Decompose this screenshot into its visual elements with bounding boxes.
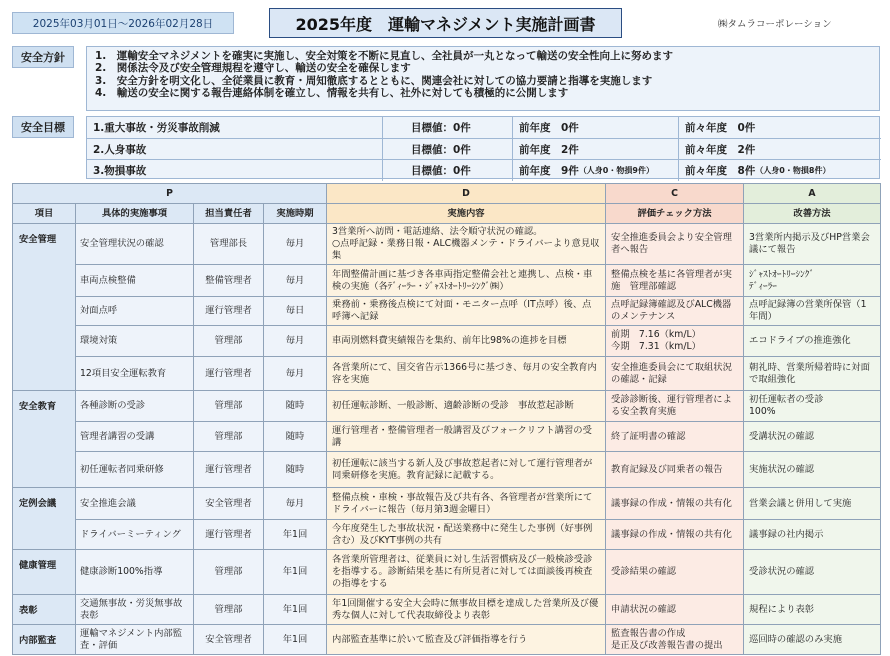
measure-cell: 運輸マネジメント内部監査・評価 [76,625,194,655]
col-improve: 改善方法 [744,204,881,224]
check-cell: 受診診断後、運行管理者による安全教育実施 [606,391,744,422]
owner-cell: 管理部 [194,326,264,357]
goal-prev2: 前々年度 0件 [685,122,756,134]
measure-cell: 各種診断の受診 [76,391,194,422]
content-cell: 初任運転診断、一般診断、適齢診断の受診 事故惹起診断 [327,391,606,422]
content-cell: 年1回開催する安全大会時に無事故目標を達成した営業所及び優秀な個人に対して代表取締役より表彰 [327,595,606,625]
improve-cell: 朝礼時、営業所帰着時に対面で取組強化 [744,357,881,391]
policy-item: 3. 安全方針を明文化し、全従業員に教育・周知徹底するとともに、関連会社に対しての協力要請と指導を実施します [95,74,653,87]
goal-target: 目標値：0件 [383,160,513,181]
table-row [13,326,881,357]
category-cell: 健康管理 [13,550,76,595]
measure-cell: 初任運転者同乗研修 [76,452,194,488]
content-cell: 初任運転に該当する新人及び事故惹起者に対して運行管理者が同乗研修を実施。教育記録に記載する。 [327,452,606,488]
table-row [13,224,881,265]
period-badge: 2025年03月01日～2026年02月28日 [12,12,234,34]
check-cell: 安全推進委員会にて取組状況の確認・記録 [606,357,744,391]
goal-row [87,138,881,159]
content-cell: 整備点検・車検・事故報告及び共有各、各管理者が営業所にてドライバーに報告（毎月第3週金曜日） [327,488,606,520]
timing-cell: 年1回 [264,625,327,655]
goal-prev2: 前々年度 8件 （人身0・物損8件） [685,165,831,177]
measure-cell: 環境対策 [76,326,194,357]
table-row [13,391,881,422]
check-cell: 議事録の作成・情報の共有化 [606,488,744,520]
owner-cell: 運行管理者 [194,520,264,550]
improve-cell: 受診状況の確認 [744,550,881,595]
table-row [13,357,881,391]
content-cell: 乗務前・乗務後点検にて対面・モニター点呼（IT点呼）後、点呼簿へ記録 [327,297,606,326]
content-cell: 内部監査基準に於いて監査及び評価指導を行う [327,625,606,655]
goal-target: 目標値：0件 [383,117,513,138]
goal-row [87,117,881,138]
timing-cell: 毎月 [264,357,327,391]
owner-cell: 運行管理者 [194,357,264,391]
timing-cell: 随時 [264,391,327,422]
goal-target: 目標値：0件 [383,139,513,160]
col-timing: 実施時期 [264,204,327,224]
content-cell: 各営業所管理者は、従業員に対し生活習慣病及び一般検診受診を指導する。診断結果を基に有所見者に対しては面談後再検査の指導をする [327,550,606,595]
table-row [13,297,881,326]
improve-cell: 実施状況の確認 [744,452,881,488]
measure-cell: 管理者講習の受講 [76,422,194,452]
owner-cell: 管理部 [194,391,264,422]
col-content: 実施内容 [327,204,606,224]
measure-cell: ドライバーミーティング [76,520,194,550]
check-cell: 申請状況の確認 [606,595,744,625]
improve-cell: 点呼記録簿の営業所保管（1年間） [744,297,881,326]
content-cell: 今年度発生した事故状況・配送業務中に発生した事例（好事例含む）及びKYT事例の共有 [327,520,606,550]
content-cell: 車両別燃料費実績報告を集約、前年比98%の進捗を目標 [327,326,606,357]
category-cell: 表彰 [13,595,76,625]
policy-item: 2. 関係法令及び安全管理規程を遵守し、輸送の安全を確保します [95,62,411,75]
owner-cell: 安全管理者 [194,625,264,655]
policy-item: 1. 運輸安全マネジメントを確実に実施し、安全対策を不断に見直し、全社員が一丸となって輸送の安全性向上に努めます [95,50,673,62]
section-d: D [327,184,606,204]
check-cell: 議事録の作成・情報の共有化 [606,520,744,550]
timing-cell: 年1回 [264,520,327,550]
check-cell: 監査報告書の作成 是正及び改善報告書の提出 [606,625,744,655]
check-cell: 整備点検を基に各管理者が実施 管理部確認 [606,265,744,297]
improve-cell: 営業会議と併用して実施 [744,488,881,520]
col-owner: 担当責任者 [194,204,264,224]
section-p: P [13,184,327,204]
check-cell: 安全推進委員会より安全管理者へ報告 [606,224,744,265]
goal-name: 1.重大事故・労災事故削減 [87,117,383,138]
owner-cell: 管理部 [194,550,264,595]
content-cell: 運行管理者・整備管理者一般講習及びフォークリフト講習の受講 [327,422,606,452]
timing-cell: 毎月 [264,326,327,357]
improve-cell: 受講状況の確認 [744,422,881,452]
timing-cell: 年1回 [264,550,327,595]
timing-cell: 毎月 [264,488,327,520]
table-row [13,452,881,488]
table-row [13,422,881,452]
table-row [13,625,881,655]
improve-cell: 初任運転者の受診 100% [744,391,881,422]
improve-cell: ｼﾞｬｽﾄｵｰﾄﾘｰｼﾝｸﾞ ﾃﾞｨｰﾗｰ [744,265,881,297]
measure-cell: 対面点呼 [76,297,194,326]
table-row [13,520,881,550]
measure-cell: 健康診断100%指導 [76,550,194,595]
timing-cell: 随時 [264,422,327,452]
col-item: 項目 [13,204,76,224]
category-cell: 内部監査 [13,625,76,655]
content-cell: 年間整備計画に基づき各車両指定整備会社と連携し、点検・車検の実施（各ﾃﾞｨｰﾗｰ・ｼﾞｬｽﾄｵｰﾄﾘｰｼﾝｸﾞ㈱） [327,265,606,297]
improve-cell: 3営業所内掲示及びHP営業会議にて報告 [744,224,881,265]
col-measure: 具体的実施事項 [76,204,194,224]
table-row [13,550,881,595]
table-row [13,265,881,297]
measure-cell: 交通無事故・労災無事故表彰 [76,595,194,625]
measure-cell: 安全管理状況の確認 [76,224,194,265]
owner-cell: 運行管理者 [194,297,264,326]
timing-cell: 毎月 [264,224,327,265]
section-c: C [606,184,744,204]
content-cell: 各営業所にて、国交省告示1366号に基づき、毎月の安全教育内容を実施 [327,357,606,391]
category-cell: 安全管理 [13,224,76,391]
policy-label: 安全方針 [12,46,74,68]
policy-box [86,46,880,111]
timing-cell: 毎月 [264,265,327,297]
owner-cell: 安全管理者 [194,488,264,520]
owner-cell: 運行管理者 [194,452,264,488]
owner-cell: 整備管理者 [194,265,264,297]
goal-name: 3.物損事故 [87,160,383,181]
content-cell: 3営業所へ訪問・電話連絡、法令順守状況の確認。 ○点呼記録・業務日報・ALC機器メンテ・ドライバーより意見収集 [327,224,606,265]
timing-cell: 毎日 [264,297,327,326]
col-check: 評価チェック方法 [606,204,744,224]
improve-cell: 議事録の社内掲示 [744,520,881,550]
goal-prev: 前年度 9件 （人身0・物損9件） [513,160,679,181]
timing-cell: 随時 [264,452,327,488]
table-row [13,595,881,625]
improve-cell: エコドライブの推進強化 [744,326,881,357]
check-cell: 点呼記録簿確認及びALC機器のメンテナンス [606,297,744,326]
goal-prev: 前年度 2件 [513,139,679,160]
plan-table [12,183,881,655]
improve-cell: 巡回時の確認のみ実施 [744,625,881,655]
section-a: A [744,184,881,204]
owner-cell: 管理部長 [194,224,264,265]
measure-cell: 安全推進会議 [76,488,194,520]
timing-cell: 年1回 [264,595,327,625]
owner-cell: 管理部 [194,422,264,452]
category-cell: 安全教育 [13,391,76,488]
category-cell: 定例会議 [13,488,76,550]
goals-box [86,116,880,179]
measure-cell: 車両点検整備 [76,265,194,297]
goal-prev2: 前々年度 2件 [685,144,756,156]
goal-prev: 前年度 0件 [513,117,679,138]
measure-cell: 12項目安全運転教育 [76,357,194,391]
company-name: ㈱タムラコーポレーション [718,19,832,30]
goal-name: 2.人身事故 [87,139,383,160]
check-cell: 受診結果の確認 [606,550,744,595]
goals-label: 安全目標 [12,116,74,138]
page-title: 2025年度 運輸マネジメント実施計画書 [269,8,622,38]
check-cell: 終了証明書の確認 [606,422,744,452]
table-row [13,488,881,520]
check-cell: 教育記録及び同乗者の報告 [606,452,744,488]
goal-row [87,159,881,180]
policy-item: 4. 輸送の安全に関する報告連絡体制を確立し、情報を共有し、社外に対しても積極的に公開します [95,86,569,99]
owner-cell: 管理部 [194,595,264,625]
improve-cell: 規程により表彰 [744,595,881,625]
check-cell: 前期 7.16（km/L） 今期 7.31（km/L） [606,326,744,357]
